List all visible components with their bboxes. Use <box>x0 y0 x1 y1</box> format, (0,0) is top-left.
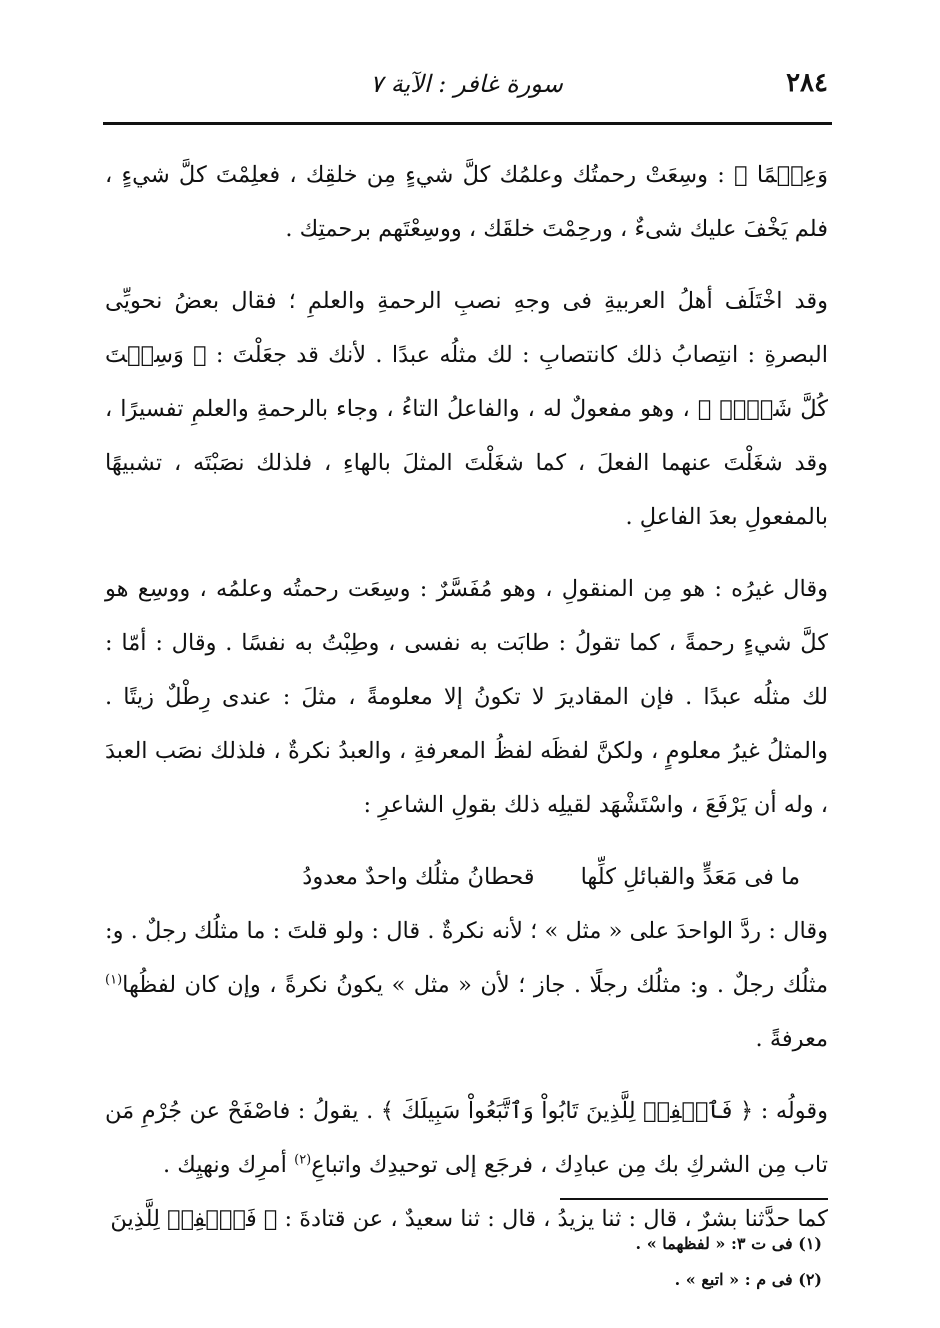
paragraph-5 <box>105 1084 828 1192</box>
poetry-verse <box>105 850 828 904</box>
paragraph-5-end: أمرِك ونهيِك . <box>162 1152 287 1178</box>
footnote-2: (٢) فى م : « اتبع » . <box>674 1270 822 1289</box>
header-rule <box>103 122 832 125</box>
body-text <box>105 148 828 1246</box>
running-title: سورة غافر : الآية ٧ <box>370 70 563 98</box>
footnotes <box>105 1226 822 1298</box>
footnote-mark-1: (١) <box>105 972 123 988</box>
paragraph-4-text: وقال : ردَّ الواحدَ على « مثل » ؛ لأنه نكرةٌ . قال : ولو قلتَ : ما مثلُك رجلٌ . و: مثلُك رجلٌ . و: مثلُك رجلًا . جاز ؛ لأن « مثل » يكونُ نكرةً ، وإن كان لفظُها <box>105 918 828 998</box>
page-number: ٢٨٤ <box>786 68 828 98</box>
page-header <box>105 68 828 112</box>
paragraph-5-text: وقولُه : ﴿ فَٱغۡفِرۡ لِلَّذِينَ تَابُواْ وَٱتَّبَعُواْ سَبِيلَكَ ﴾ . يقولُ : فاصْفَحْ عن جُرْمِ مَن تاب مِن الشركِ بك مِن عبادِك ، فرجَع إلى توحيدِك واتباعِ <box>105 1098 828 1178</box>
paragraph-4 <box>105 904 828 1066</box>
verse-hemistich-1: ما فى مَعَدٍّ والقبائلِ كلِّها <box>580 864 800 890</box>
footnote-rule <box>560 1198 828 1200</box>
paragraph-1: وَعِلۡمًا ﴾ : وسِعَتْ رحمتُك وعلمُك كلَّ شيءٍ مِن خلقِك ، فعلِمْتَ كلَّ شيءٍ ، فلم يَخْفَ عليك شىءٌ ، ورحِمْتَ خلقَك ، ووسِعْتَهم برحمتِك . <box>105 162 828 242</box>
footnote-mark-2: (٢) <box>294 1152 312 1168</box>
verse-hemistich-2: قحطانُ مثلُك واحدٌ معدودُ <box>302 864 535 890</box>
paragraph-4-end: معرفةً . <box>755 1026 828 1052</box>
paragraph-3: وقال غيرُه : هو مِن المنقولِ ، وهو مُفَسَّرٌ : وسِعَت رحمتُه وعلمُه ، ووسِع هو كلَّ شيءٍ رحمةً ، كما تقولُ : طابَت به نفسى ، وطِبْتُ به نفسًا . وقال : أمّا : لك مثلُه عبدًا . فإن المقاديرَ لا تكونُ إلا معلومةً ، مثلَ : عندى رِطْلٌ زيتًا . والمثلُ غيرُ معلومٍ ، ولكنَّ لفظَه لفظُ المعرفةِ ، والعبدُ نكرةٌ ، فلذلك نصَب العبدَ ، وله أن يَرْفَعَ ، واسْتَشْهَد لقيلِه ذلك بقولِ الشاعرِ : <box>105 576 828 818</box>
paragraph-2: وقد اخْتَلَف أهلُ العربيةِ فى وجهِ نصبِ الرحمةِ والعلمِ ؛ فقال بعضُ نحويِّى البصرةِ : انتِصابُ ذلك كانتصابِ : لك مثلُه عبدًا . لأنك قد جعَلْتَ : ﴿ وَسِعۡتَ كُلَّ شَيۡءٖ ﴾ ، وهو مفعولٌ له ، والفاعلُ التاءُ ، وجاء بالرحمةِ والعلمِ تفسيرًا ، وقد شغَلْتَ عنهما الفعلَ ، كما شغَلْتَ المثلَ بالهاءِ ، فلذلك نصَبْتَه ، تشبيهًا بالمفعولِ بعدَ الفاعلِ . <box>105 288 828 530</box>
footnote-1: (١) فى ت ٣: « لفظهما » . <box>635 1234 822 1253</box>
paragraph-6: كما حدَّثنا بشرٌ ، قال : ثنا يزيدُ ، قال : ثنا سعيدٌ ، عن قتادةَ : ﴿ فَٱغۡفِرۡ لِلَّذِينَ <box>110 1206 828 1232</box>
